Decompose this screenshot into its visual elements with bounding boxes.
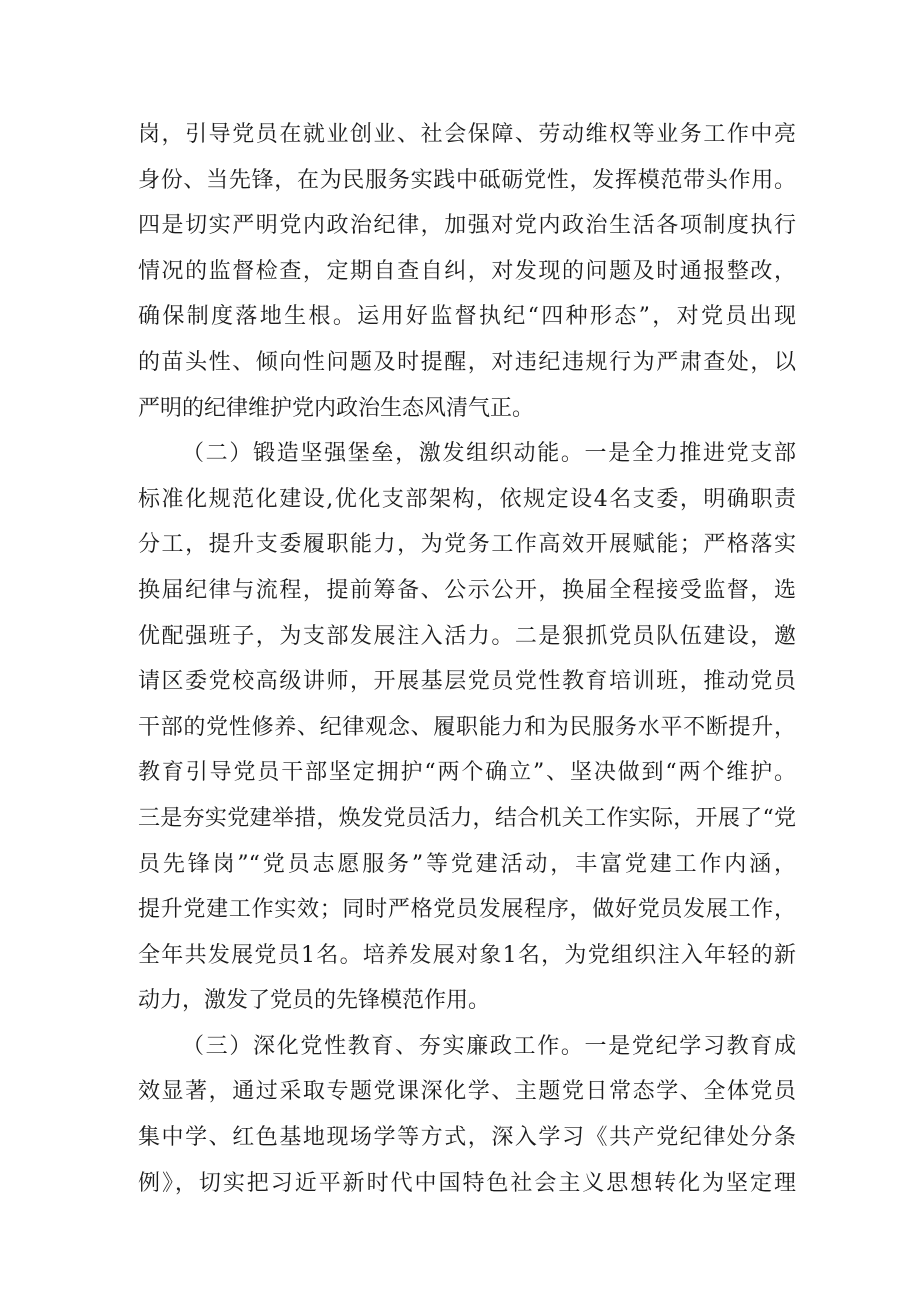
text-line: 换届纪律与流程，提前筹备、公示公开，换届全程接受监督，选 [138, 577, 796, 603]
paragraph-heading-line: （三）深化党性教育、夯实廉政工作。一是党纪学习教育成 [182, 1033, 796, 1059]
text-line: 标准化规范化建设,优化支部架构，依规定设4名支委，明确职责 [138, 486, 796, 512]
paragraph-1 [138, 112, 796, 431]
text-line: 情况的监督检查，定期自查自纠，对发现的问题及时通报整改， [138, 258, 796, 284]
text-line: 全年共发展党员1名。培养发展对象1名，为党组织注入年轻的新 [138, 942, 796, 968]
text-line: 提升党建工作实效；同时严格党员发展程序，做好党员发展工作， [138, 897, 796, 923]
text-line: 效显著，通过采取专题党课深化学、主题党日常态学、全体党员 [138, 1079, 796, 1105]
text-line: 严明的纪律维护党内政治生态风清气正。 [138, 395, 535, 421]
text-line: 例》，切实把习近平新时代中国特色社会主义思想转化为坚定理 [138, 1170, 796, 1196]
text-line: 集中学、红色基地现场学等方式，深入学习《共产党纪律处分条 [138, 1125, 796, 1151]
text-line: 动力，激发了党员的先锋模范作用。 [138, 988, 491, 1014]
text-line: 的苗头性、倾向性问题及时提醒，对违纪违规行为严肃查处，以 [138, 349, 796, 375]
text-line: 干部的党性修养、纪律观念、履职能力和为民服务水平不断提升， [138, 714, 796, 740]
text-line: 教育引导党员干部坚定拥护“两个确立”、坚决做到“两个维护。 [138, 760, 796, 786]
paragraph-3 [138, 1024, 796, 1206]
text-line: 岗，引导党员在就业创业、社会保障、劳动维权等业务工作中亮 [138, 122, 796, 147]
text-line: 确保制度落地生根。运用好监督执纪“四种形态”，对党员出现 [138, 304, 796, 330]
text-line: 四是切实严明党内政治纪律，加强对党内政治生活各项制度执行 [138, 213, 796, 239]
text-line: 三是夯实党建举措，焕发党员活力，结合机关工作实际，开展了“党 [138, 805, 796, 831]
text-line: 请区委党校高级讲师，开展基层党员党性教育培训班，推动党员 [138, 669, 796, 695]
paragraph-heading-line: （二）锻造坚强堡垒，激发组织动能。一是全力推进党支部 [182, 441, 796, 467]
paragraph-2 [138, 431, 796, 1024]
text-line: 分工，提升支委履职能力，为党务工作高效开展赋能；严格落实 [138, 532, 796, 558]
document-body [138, 112, 796, 1206]
text-line: 身份、当先锋，在为民服务实践中砥砺党性，发挥模范带头作用。 [138, 167, 796, 193]
text-line: 优配强班子，为支部发展注入活力。二是狠抓党员队伍建设，邀 [138, 623, 796, 649]
text-line: 员先锋岗”“党员志愿服务”等党建活动，丰富党建工作内涵， [138, 851, 796, 877]
